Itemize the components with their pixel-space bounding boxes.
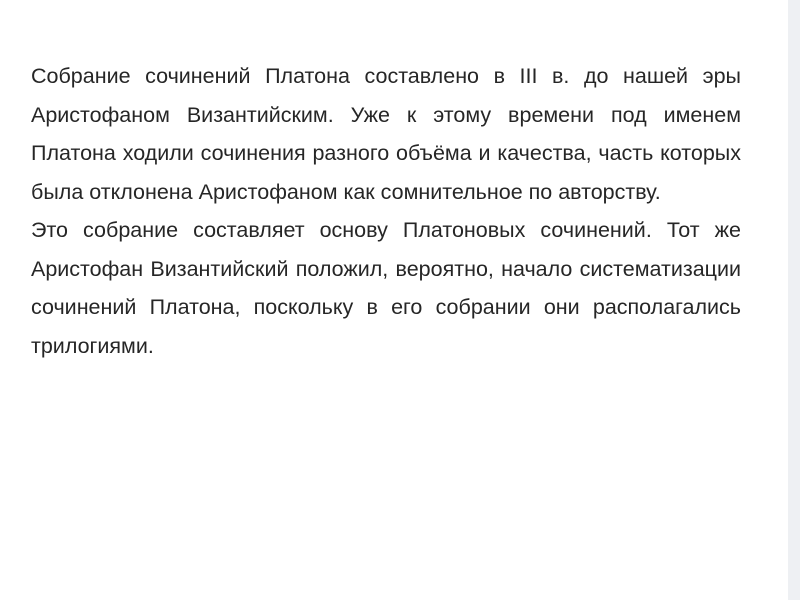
paragraph-1: Собрание сочинений Платона составлено в III в. до нашей эры Аристофаном Византийским. Уже к этому времени под именем Платона ходили сочинения разного объёма и качества, часть которых была отклонена Аристофаном как сомнительное по авторству. xyxy=(31,64,741,204)
body-text xyxy=(31,57,741,365)
paragraph-2: Это собрание составляет основу Платоновых сочинений. Тот же Аристофан Византийский положил, вероятно, начало систематизации сочинений Платона, поскольку в его собрании они располагались трилогиями. xyxy=(31,218,741,358)
right-edge-stripe xyxy=(788,0,800,600)
